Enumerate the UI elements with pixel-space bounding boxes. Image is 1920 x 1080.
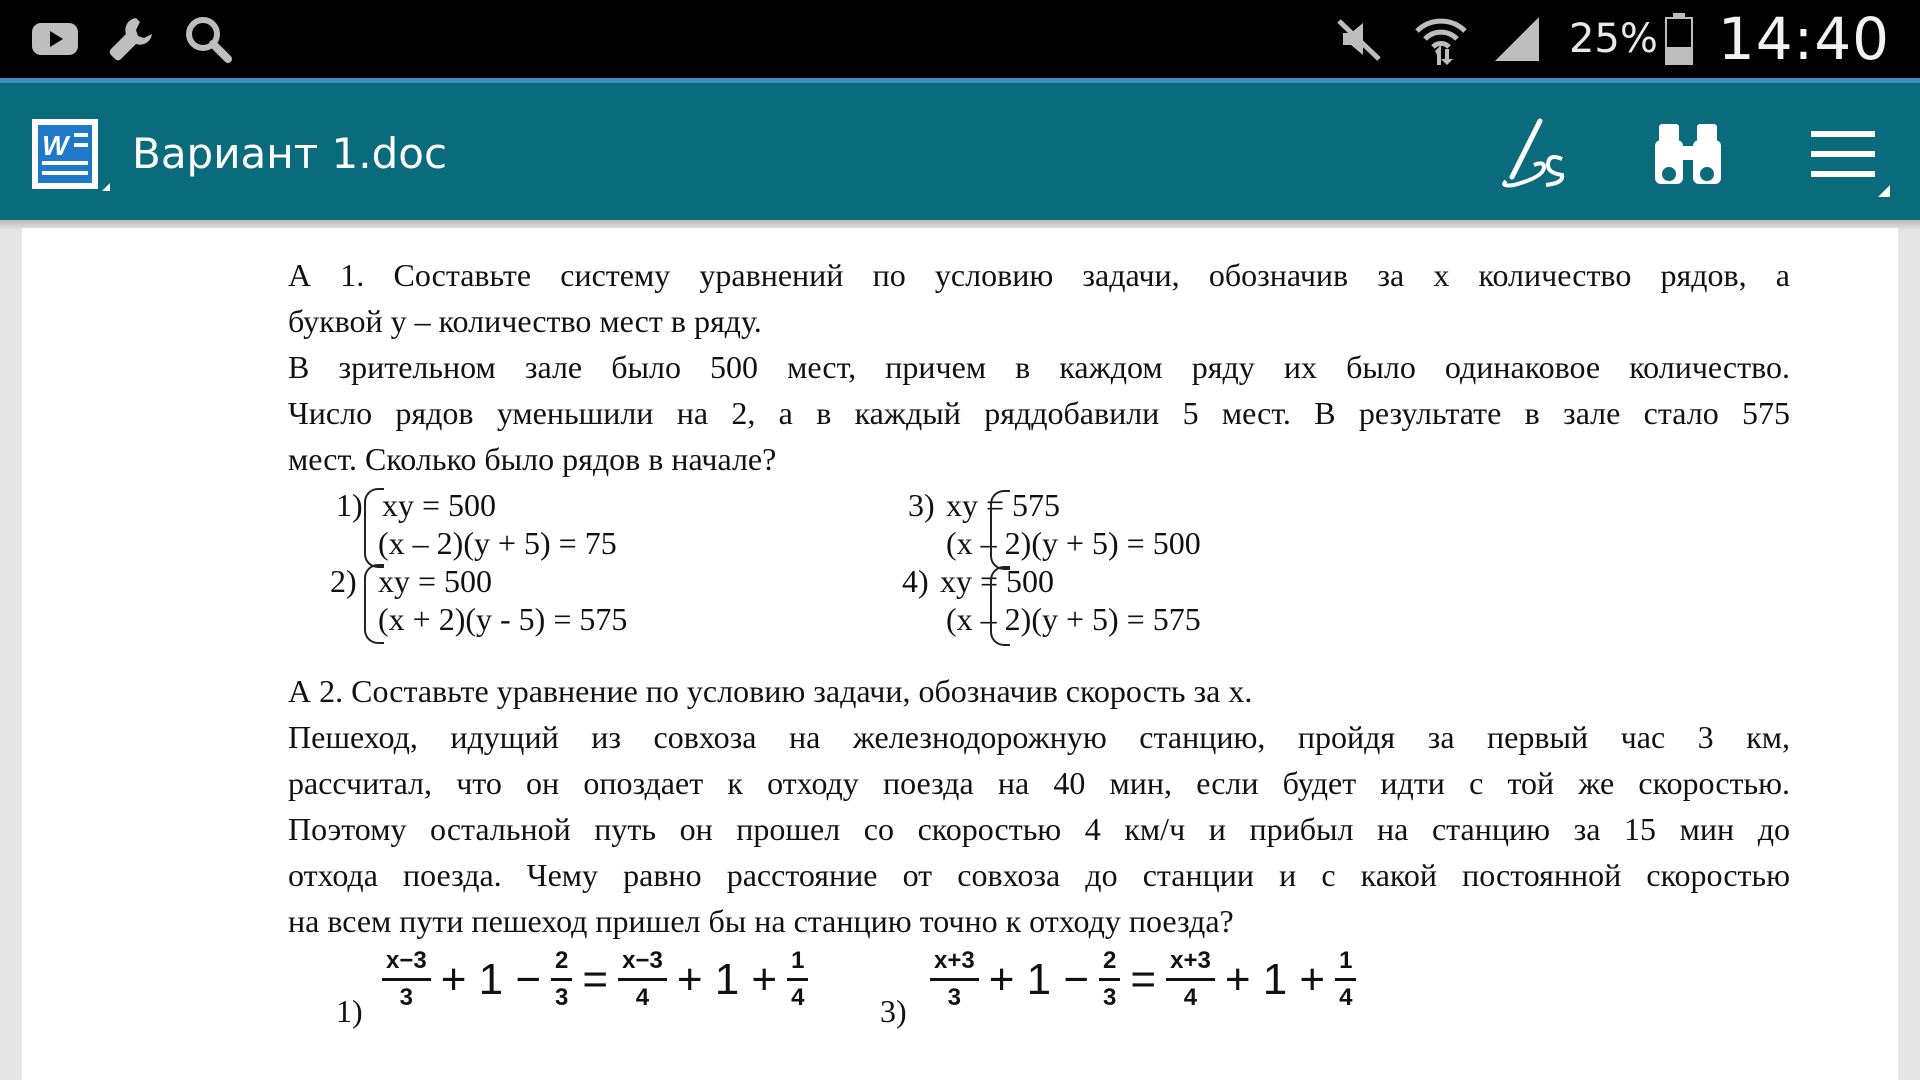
q2-option-3-number: 3) <box>880 993 907 1029</box>
q2-option-3-equation <box>926 946 1360 1013</box>
q2-option-1-equation <box>378 946 812 1013</box>
q2-line-4: Поэтому остальной путь он прошел со скоростью 4 км/ч и прибыл на станцию за 15 мин до <box>288 811 1790 847</box>
q2-line-3: рассчитал, что он опоздает к отходу поезда на 40 мин, если будет идти с той же скоростью. <box>288 765 1790 801</box>
q1-option-2-eq1: xy = 500 <box>378 563 493 599</box>
q1-option-4-eq2: (x – 2)(y + 5) = 575 <box>946 601 1201 637</box>
status-left-icons <box>30 12 234 66</box>
search-icon <box>182 13 234 65</box>
fraction <box>551 946 572 1013</box>
wrench-icon <box>106 14 156 64</box>
fraction <box>618 946 667 1013</box>
document-page[interactable] <box>22 228 1898 1080</box>
equals-sign: = <box>1130 954 1157 1004</box>
q1-option-1-eq1: xy = 500 <box>382 487 497 523</box>
battery-percent: 25% <box>1568 16 1658 62</box>
q1-option-1-eq2: (x – 2)(y + 5) = 75 <box>378 525 617 561</box>
q1-option-3-eq1: xy = 575 <box>946 487 1061 523</box>
numerator: 1 <box>787 946 808 981</box>
fraction <box>1099 946 1120 1013</box>
clock: 14:40 <box>1717 5 1890 73</box>
numerator: x+3 <box>1166 946 1215 981</box>
operator: + 1 − <box>440 954 542 1004</box>
q1-option-2-number: 2) <box>330 563 357 599</box>
fraction <box>382 946 431 1013</box>
q1-option-3-eq2: (x – 2)(y + 5) = 500 <box>946 525 1201 561</box>
q2-line-6: на всем пути пешеход пришел бы на станцию точно к отходу поезда? <box>288 903 1234 939</box>
q1-option-2-eq2: (x + 2)(y - 5) = 575 <box>378 601 628 637</box>
equals-sign: = <box>582 954 609 1004</box>
operator: + 1 − <box>988 954 1090 1004</box>
q2-line-2: Пешеход, идущий из совхоза на железнодорожную станцию, пройдя за первый час 3 км, <box>288 719 1790 755</box>
edit-button[interactable] <box>1492 115 1572 195</box>
q2-options <box>288 944 1790 1034</box>
menu-button[interactable] <box>1804 115 1884 195</box>
status-right-icons <box>1333 0 1890 78</box>
document-content <box>288 252 1790 1034</box>
binoculars-icon <box>1653 120 1723 190</box>
app-bar-actions <box>1492 115 1884 195</box>
denominator: 3 <box>555 984 569 1011</box>
numerator: x+3 <box>930 946 979 981</box>
q1-line-2: буквой у – количество мест в ряду. <box>288 303 762 339</box>
q1-option-1-number: 1) <box>336 487 363 523</box>
numerator: 1 <box>1335 946 1356 981</box>
word-doc-icon[interactable] <box>30 117 112 199</box>
q2-option-1-number: 1) <box>336 993 363 1029</box>
q1-line-1: А 1. Составьте систему уравнений по условию задачи, обозначив за х количество рядов, а <box>288 257 1790 293</box>
numerator: x−3 <box>382 946 431 981</box>
denominator: 4 <box>1339 984 1353 1011</box>
battery-icon <box>1664 11 1694 67</box>
denominator: 3 <box>947 984 962 1011</box>
find-button[interactable] <box>1648 115 1728 195</box>
menu-icon <box>1811 127 1877 183</box>
document-title: Вариант 1.doc <box>132 129 448 178</box>
status-bar <box>0 0 1920 78</box>
q1-line-5: мест. Сколько было рядов в начале? <box>288 441 777 477</box>
numerator: 2 <box>551 946 572 981</box>
denominator: 4 <box>791 984 805 1011</box>
numerator: 2 <box>1099 946 1120 981</box>
youtube-icon <box>30 19 80 59</box>
fraction <box>1335 946 1356 1013</box>
q2-line-1: А 2. Составьте уравнение по условию задачи, обозначив скорость за х. <box>288 673 1253 709</box>
denominator: 3 <box>399 984 414 1011</box>
q1-option-3-number: 3) <box>908 487 935 523</box>
operator: + 1 + <box>676 954 778 1004</box>
fraction <box>930 946 979 1013</box>
q1-line-3: В зрительном зале было 500 мест, причем в каждом ряду их было одинаковое количество. <box>288 349 1790 385</box>
svg-text:W: W <box>42 130 69 161</box>
denominator: 4 <box>635 984 650 1011</box>
app-bar <box>0 78 1920 220</box>
q1-option-4-number: 4) <box>902 563 929 599</box>
denominator: 4 <box>1183 984 1198 1011</box>
q1-options <box>288 482 1790 668</box>
signal-icon <box>1491 13 1543 65</box>
q1-line-4: Число рядов уменьшили на 2, а в каждый ряддобавили 5 мест. В результате в зале стало 575 <box>288 395 1790 431</box>
mute-icon <box>1333 13 1385 65</box>
wifi-icon <box>1413 11 1469 67</box>
denominator: 3 <box>1103 984 1117 1011</box>
edit-icon <box>1492 115 1572 195</box>
fraction <box>1166 946 1215 1013</box>
operator: + 1 + <box>1224 954 1326 1004</box>
numerator: x−3 <box>618 946 667 981</box>
q2-line-5: отхода поезда. Чему равно расстояние от совхоза до станции и с какой постоянной скоростью <box>288 857 1790 893</box>
overflow-corner-icon <box>1878 185 1890 197</box>
fraction <box>787 946 808 1013</box>
q1-option-4-eq1: xy = 500 <box>940 563 1055 599</box>
q1-option-4-brace <box>990 566 1010 646</box>
